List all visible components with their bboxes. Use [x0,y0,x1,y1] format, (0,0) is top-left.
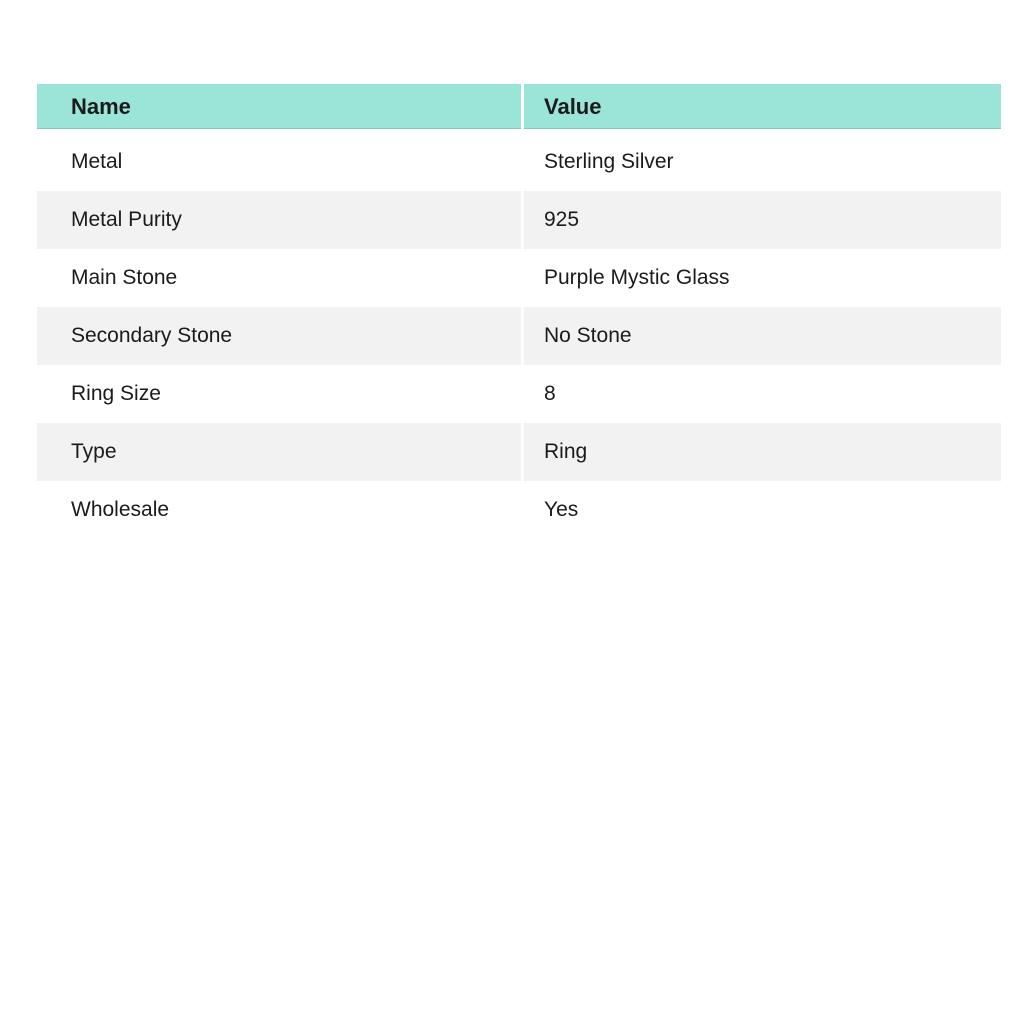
attribute-value-cell: No Stone [544,324,632,347]
attribute-name-cell: Metal [37,133,524,191]
attributes-table [37,84,1001,539]
attribute-name-cell: Metal Purity [37,191,524,249]
attribute-name-cell: Main Stone [37,249,524,307]
attribute-value-cell: 925 [544,208,580,231]
attribute-value-cell: Purple Mystic Glass [544,266,730,289]
table-row [37,423,1001,481]
table-row [37,191,1001,249]
table-body [37,133,1001,539]
header-cell-value: Value [524,84,1001,133]
table-header [37,84,1001,133]
table-row [37,365,1001,423]
table-row [37,307,1001,365]
table-row [37,481,1001,539]
table-row [37,133,1001,191]
attribute-name-cell: Wholesale [37,481,524,539]
attribute-value-cell: Sterling Silver [544,150,674,173]
attribute-name-cell: Secondary Stone [37,307,524,365]
header-row [37,84,1001,133]
table-row [37,249,1001,307]
attribute-value-cell: Yes [544,498,579,521]
attribute-name-cell: Ring Size [37,365,524,423]
header-cell-name: Name [37,84,524,133]
attribute-value-cell: Ring [544,440,588,463]
attribute-name-cell: Type [37,423,524,481]
attribute-value-cell: 8 [544,382,556,405]
